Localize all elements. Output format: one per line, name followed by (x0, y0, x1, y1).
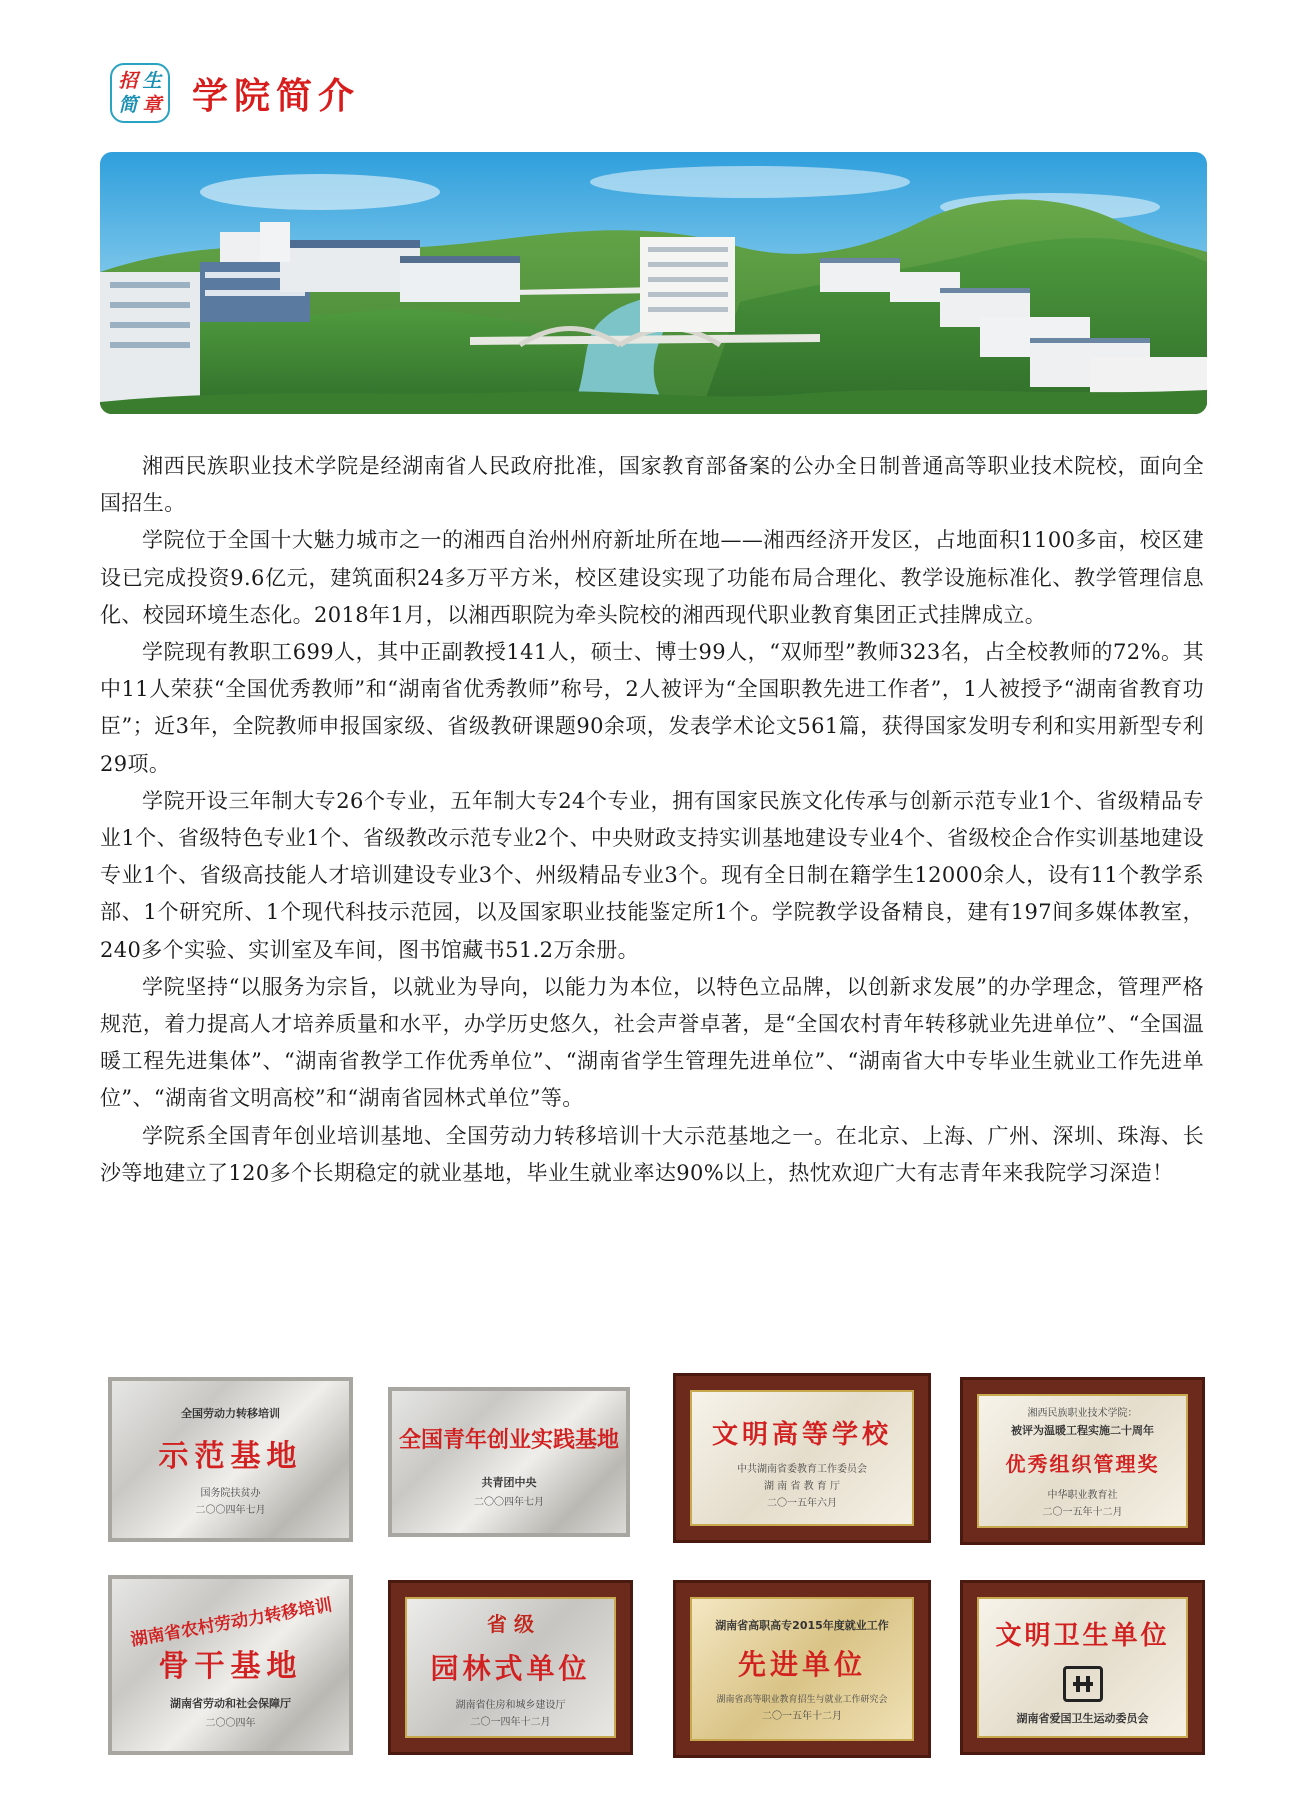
plaque-face (977, 1597, 1188, 1738)
plaque-youth-base (388, 1387, 630, 1537)
plaque-top-text: 全国劳动力转移培训 (181, 1406, 280, 1420)
window-row (648, 247, 728, 252)
plaque-organization-award (960, 1377, 1205, 1545)
plaque-employment-advanced (673, 1580, 931, 1758)
building (400, 262, 520, 302)
plaque-hygiene-unit (960, 1580, 1205, 1755)
award-plaques (100, 1365, 1210, 1770)
page-title: 学院简介 (192, 75, 361, 117)
plaque-main-text: 先进单位 (737, 1648, 866, 1681)
plaque-issuer: 湖南省高等职业教育招生与就业工作研究会 (716, 1695, 888, 1705)
plaque-main-text: 全国青年创业实践基地 (398, 1428, 619, 1453)
window-row (648, 307, 728, 312)
plaque-face (690, 1390, 914, 1526)
plaque-date: 二〇〇四年 (205, 1718, 256, 1729)
intro-text (100, 448, 1204, 1192)
plaque-civilized-school (673, 1373, 931, 1543)
plaque-issuer: 国务院扶贫办 (200, 1487, 261, 1499)
roof (400, 256, 520, 263)
intro-paragraph: 湘西民族职业技术学院是经湖南省人民政府批准，国家教育部备案的公办全日制普通高等职业技术院校，面向全国招生。 (100, 454, 1204, 516)
intro-paragraph: 学院坚持“以服务为宗旨，以就业为导向，以能力为本位，以特色立品牌，以创新求发展”的办学理念，管理严格规范，着力提高人才培养质量和水平，办学历史悠久，社会声誉卓著，是“全国农村青年转移就业先进单位”、“全国温暖工程先进集体”、“湖南省教学工作优秀单位”、“湖南省学生管理先进单位”、“湖南省大中专毕业生就业工作先进单位”、“湖南省文明高校”和“湖南省园林式单位”等。 (100, 974, 1204, 1111)
plaque-main-text: 湖南省农村劳动力转移培训 (128, 1595, 334, 1651)
tower (220, 232, 260, 262)
campus-panorama-image (100, 152, 1207, 414)
dorm (820, 262, 900, 292)
window-row (110, 322, 190, 328)
window-row (648, 277, 728, 282)
plaque-main-text: 文明高等学校 (711, 1420, 892, 1450)
plaque-issuer: 共青团中央 (481, 1476, 537, 1489)
window-row (110, 302, 190, 308)
plaque-top-text: 湘西民族职业技术学院： (1027, 1408, 1138, 1419)
building (280, 247, 420, 292)
cloud (590, 166, 910, 198)
plaque-face (690, 1597, 914, 1741)
plaque-face (977, 1394, 1188, 1528)
window-row (110, 342, 190, 348)
logo-char-1: 招 (118, 70, 138, 92)
plaque-issuer: 中华职业教育社 (1047, 1490, 1118, 1501)
plaque-main-text-2: 骨干基地 (158, 1649, 303, 1684)
intro-paragraph: 学院开设三年制大专26个专业，五年制大专24个专业，拥有国家民族文化传承与创新示范专业1个、省级精品专业1个、省级特色专业1个、省级教改示范专业2个、中央财政支持实训基地建设专业4个、省级校企合作实训基地建设专业1个、省级高技能人才培训建设专业3个、州级精品专业3个。现有全日制在籍学生12000余人，设有11个教学系部、1个研究所、1个现代科技示范园，以及国家职业技能鉴定所1个。学院教学设备精良，建有197间多媒体教室，240多个实验、实训室及车间，图书馆藏书51.2万余册。 (100, 788, 1204, 962)
plaque-issuer: 湖南省住房和城乡建设厅 (455, 1700, 566, 1711)
plaque-top-text: 湖南省高职高专2015年度就业工作 (715, 1619, 889, 1632)
cloud (200, 174, 440, 210)
recruitment-logo-badge (110, 63, 170, 123)
intro-paragraph: 学院位于全国十大魅力城市之一的湘西自治州州府新址所在地——湘西经济开发区，占地面积1100多亩，校区建设已完成投资9.6亿元，建筑面积24多万平方米，校区建设实现了功能布局合理化、教学设施标准化、教学管理信息化、校园环境生态化。2018年1月，以湘西职院为牵头院校的湘西现代职业教育集团正式挂牌成立。 (100, 528, 1204, 627)
plaque-garden-unit (388, 1580, 633, 1755)
logo-char-3: 简 (118, 94, 138, 116)
plaque-issuer: 湖南省爱国卫生运动委员会 (1016, 1712, 1149, 1725)
plaque-top-text: 省 级 (487, 1612, 534, 1636)
plaque-date: 二〇一五年十二月 (1042, 1507, 1123, 1518)
plaque-main-text: 示范基地 (158, 1438, 303, 1474)
window-row (648, 292, 728, 297)
plaque-issuer: 中共湖南省委教育工作委员会 (737, 1464, 867, 1475)
plaque-sub-text: 被评为温暖工程实施二十周年 (1011, 1424, 1154, 1437)
plaque-date: 二〇一四年十二月 (470, 1717, 551, 1728)
plaque-issuer: 湖南省劳动和社会保障厅 (170, 1697, 291, 1710)
campus-panorama-svg (100, 152, 1207, 414)
page-header (110, 58, 360, 128)
plaque-date: 二〇一五年六月 (767, 1498, 837, 1509)
plaque-date: 二〇〇四年七月 (474, 1497, 544, 1508)
roof (1030, 338, 1150, 343)
plaque-main-text: 文明卫生单位 (995, 1621, 1170, 1651)
intro-paragraph: 学院现有教职工699人，其中正副教授141人，硕士、博士99人，“双师型”教师323名，占全校教师的72%。其中11人荣获“全国优秀教师”和“湖南省优秀教师”称号，2人被评为“全国职教先进工作者”，1人被授予“湖南省教育功臣”；近3年，全院教师申报国家级、省级教研课题90余项，发表学术论文561篇，获得国家发明专利和实用新型专利29项。 (100, 640, 1204, 776)
roof (940, 288, 1030, 293)
tower (260, 222, 290, 262)
plaque-date: 二〇一五年十二月 (762, 1711, 842, 1722)
roof (280, 240, 420, 248)
window-row (110, 282, 190, 288)
plaque-backbone-base (108, 1575, 353, 1755)
roof (820, 258, 900, 263)
plaque-demo-base (108, 1377, 353, 1542)
plaque-main-text: 优秀组织管理奖 (1005, 1452, 1160, 1476)
plaque-face (405, 1597, 616, 1738)
plaque-date: 二〇〇四年七月 (195, 1504, 266, 1516)
health-emblem-svg (1071, 1674, 1095, 1694)
health-emblem-icon (1063, 1666, 1103, 1702)
plaque-main-text: 园林式单位 (430, 1652, 591, 1685)
logo-char-4: 章 (142, 94, 162, 116)
logo-char-2: 生 (142, 70, 162, 92)
building (100, 272, 200, 402)
window-row (648, 262, 728, 267)
intro-paragraph: 学院系全国青年创业培训基地、全国劳动力转移培训十大示范基地之一。在北京、上海、广州、深圳、珠海、长沙等地建立了120多个长期稳定的就业基地，毕业生就业率达90%以上，热忱欢迎广大有志青年来我院学习深造！ (100, 1123, 1204, 1185)
plaque-issuer-2: 湖 南 省 教 育 厅 (764, 1481, 840, 1492)
